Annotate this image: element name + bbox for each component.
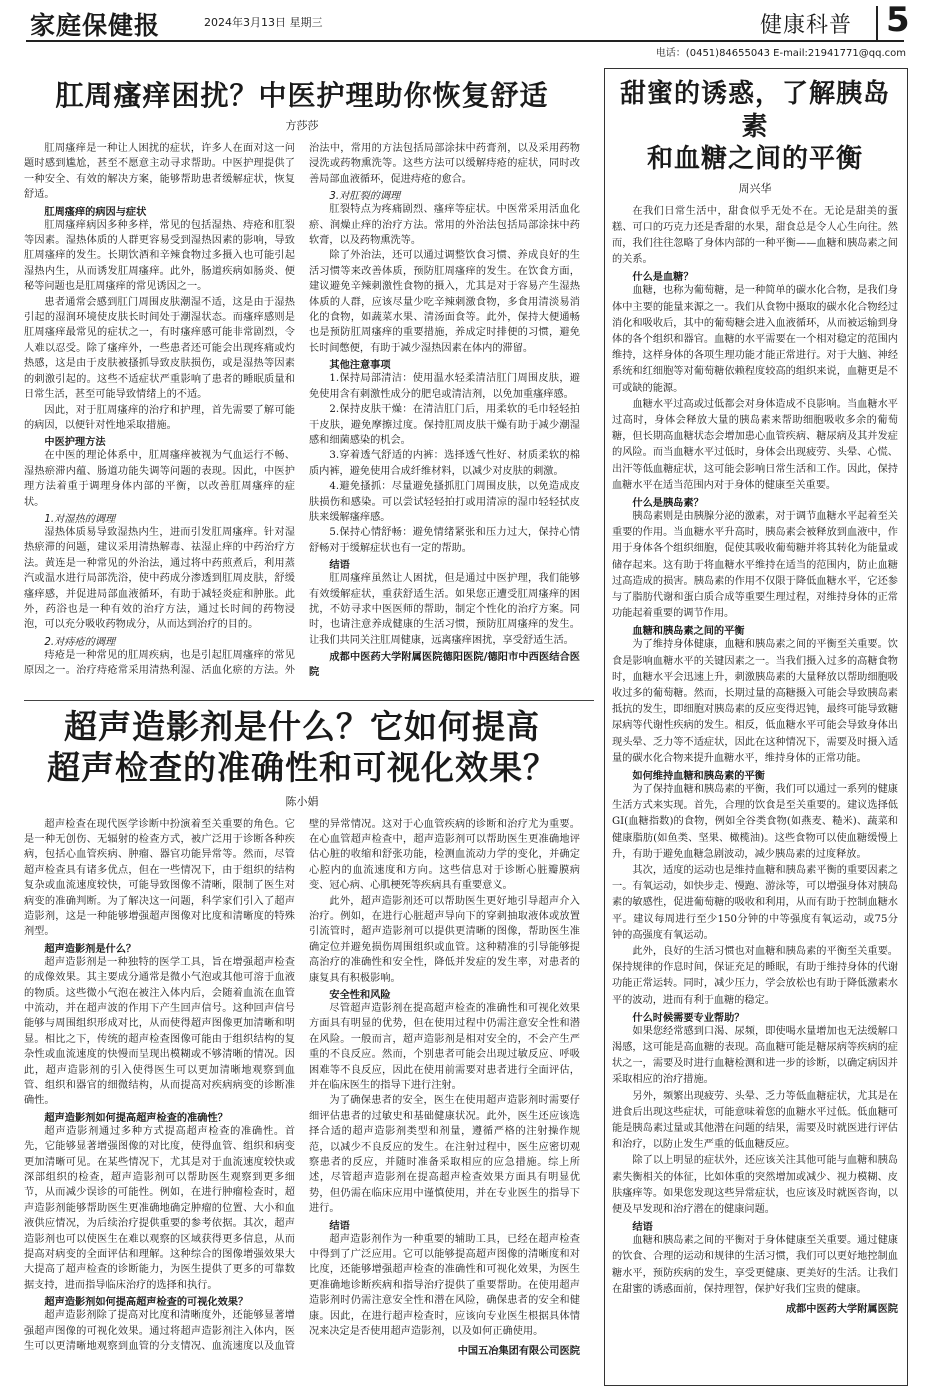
paragraph: 超声造影剂作为一种重要的辅助工具，已经在超声检查中得到了广泛应用。它可以能够提高超声图像的清晰度和对比度，还能够增强超声检查的准确性和可视化效果，为医生更准确地诊断疾病和指导治疗提供了重要帮助。在使用超声造影剂时仍需注意安全性和潜在风险，确保患者的安全和健康。因此，在进行超声检查时，应该向专业医生根据具体情况来决定是否使用超声造影剂，以及如何正确使用。 bbox=[309, 1233, 580, 1338]
paragraph: 肛周瘙痒病因多种多样，常见的包括湿热、痔疮和肛裂等因素。湿热体质的人群更容易受到湿热因素的影响，导致肛周瘙痒的发生。长期饮酒和辛辣食物过多摄入也可能引起湿热内生，从而诱发肛周瘙痒。此外，肠道疾病如肠炎、便秘等问题也是肛周瘙痒的常见诱因之一。 bbox=[24, 219, 295, 293]
subheading: 3.对肛裂的调理 bbox=[329, 191, 401, 203]
paragraph: 5.保持心情舒畅：避免情绪紧张和压力过大，保持心情舒畅对于缓解症状也有一定的帮助。 bbox=[309, 527, 580, 554]
article-anal-itching bbox=[24, 78, 580, 698]
paragraph: 2.保持皮肤干燥：在清洁肛门后，用柔软的毛巾轻轻拍干皮肤，避免摩擦过度。保持肛周皮肤干燥有助于减少潮湿感和细菌感染的机会。 bbox=[309, 404, 580, 446]
paragraph: 为了保持血糖和胰岛素的平衡，我们可以通过一系列的健康生活方式来实现。首先，合理的饮食是至关重要的。建议选择低GI(血糖指数)的食物，例如全谷类食物(如燕麦、糙米)、蔬菜和健康脂肪(如鱼类、坚果、橄榄油)。这些食物可以使血糖缓慢上升，有助于避免血糖急剧波动，减少胰岛素的过度释放。 bbox=[612, 784, 898, 860]
paragraph: 超声造影剂通过多种方式提高超声检查的准确性。首先，它能够显著增强图像的对比度，使得血管、组织和病变更加清晰可见。在某些情况下，尤其是对于血流速度较快或深部组织的检查，超声造影剂可以帮助医生观察到更多细节，从而减少误诊的可能性。例如，在进行肿瘤检查时，超声造影剂能够帮助医生更准确地确定肿瘤的位置、大小和血液供应情况，为后续治疗提供重要的参考依据。其次，超声造影剂也可以使医生在难以观察的区域获得更多信息，从而提高对病变的全面评估和理解。这种综合的图像增强效果大大提高了超声检查的诊断能力，为医生提供了更多的可靠数据支持，进而指导临床治疗的选择和执行。 bbox=[24, 1125, 295, 1291]
article-title-line2: 超声检查的准确性和可视化效果？ bbox=[47, 748, 557, 788]
subheading: 安全性和风险 bbox=[329, 989, 391, 1001]
paragraph: 此外，良好的生活习惯也对血糖和胰岛素的平衡至关重要。保持规律的作息时间，保证充足的睡眠，有助于维持身体的代谢功能正常运转。同时，减少压力，学会放松也有助于降低激素水平的波动，进而有利于血糖的稳定。 bbox=[612, 946, 898, 1006]
subheading: 1.对湿热的调理 bbox=[44, 513, 116, 525]
subheading: 超声造影剂如何提高超声检查的可视化效果？ bbox=[44, 1297, 249, 1309]
section-divider bbox=[24, 700, 594, 701]
paragraph: 血糖，也称为葡萄糖，是一种简单的碳水化合物，是我们身体中主要的能量来源之一。我们从食物中摄取的碳水化合物经过消化和吸收后，其中的葡萄糖会进入血液循环，从而被运输到身体的各个组织和器官。血糖的水平需要在一个相对稳定的范围内维持，这样身体的各项生理功能才能正常进行。对于大脑、神经系统和红细胞等对葡萄糖依赖程度较高的组织来说，血糖更是不可或缺的能源。 bbox=[612, 285, 898, 394]
paper-name: 家庭保健报 bbox=[30, 11, 161, 40]
article-title-line1: 甜蜜的诱惑，了解胰岛素 bbox=[619, 79, 890, 142]
article-insulin-blood-sugar bbox=[612, 78, 898, 1378]
paragraph: 3.穿着透气舒适的内裤：选择透气性好、材质柔软的棉质内裤，避免使用合成纤维材料，以减少对皮肤的刺激。 bbox=[309, 450, 580, 477]
masthead bbox=[0, 0, 930, 59]
article-title-line1: 超声造影剂是什么？它如何提高 bbox=[64, 707, 540, 746]
subheading: 结语 bbox=[329, 560, 350, 572]
subheading: 超声造影剂是什么？ bbox=[44, 943, 137, 955]
paragraph: 超声造影剂是一种独特的医学工具，旨在增强超声检查的成像效果。其主要成分通常是微小气泡或其他可溶于血液的物质。这些微小气泡在被注入体内后，会随着血流在血管中流动，并在超声波的作用下产生回声信号。这种回声信号能够与周围组织形成对比，从而使得超声图像更加清晰和明显。相比之下，传统的超声检查图像可能由于组织结构的复杂性或血流速度的快慢而呈现出模糊或不够清晰的情况。因此，超声造影剂的引入使得医生可以更加清晰地观察到血管、组织和器官的细微结构，从而提高对疾病病变的诊断准确性。 bbox=[24, 956, 295, 1107]
article-title: 肛周瘙痒困扰？中医护理助你恢复舒适 bbox=[55, 79, 549, 112]
paragraph: 因此，对于肛周瘙痒的治疗和护理，首先需要了解可能的病因，以便针对性地采取措施。 bbox=[24, 404, 295, 431]
subheading: 其他注意事项 bbox=[329, 360, 391, 372]
paragraph: 肛周瘙痒虽然让人困扰，但是通过中医护理，我们能够有效缓解症状，重获舒适生活。如果您正遭受肛周瘙痒的困扰，不妨寻求中医医师的帮助，制定个性化的治疗方案。同时，也请注意养成健康的生活习惯，预防肛周瘙痒的发生。让我们共同关注肛周健康，远离瘙痒困扰，享受舒适生活。 bbox=[309, 573, 580, 646]
issue-date: 2024年3月13日 星期三 bbox=[204, 16, 323, 29]
subheading: 什么是胰岛素？ bbox=[632, 497, 704, 509]
paragraph: 在我们日常生活中，甜食似乎无处不在。无论是甜美的蛋糕、可口的巧克力还是香甜的水果，甜食总是令人心生向往。然而，我们往往忽略了身体内部的一种平衡——血糖和胰岛素之间的关系。 bbox=[612, 205, 898, 266]
paragraph: 血糖和胰岛素之间的平衡对于身体健康至关重要。通过健康的饮食、合理的运动和规律的生活习惯，我们可以更好地控制血糖水平，预防疾病的发生，享受更健康、更美好的生活。让我们在甜蜜的诱惑面前，保持理智，保护好我们宝贵的健康。 bbox=[612, 1235, 898, 1295]
page-number: 5 bbox=[886, 0, 910, 40]
article-body bbox=[612, 204, 898, 1316]
paragraph: 1.保持局部清洁：使用温水轻柔清洁肛门周围皮肤，避免使用含有刺激性成分的肥皂或清洁剂，以免加重瘙痒感。 bbox=[309, 373, 580, 400]
masthead-divider bbox=[876, 6, 878, 40]
paragraph: 肛周瘙痒是一种让人困扰的症状，许多人在面对这一问题时感到尴尬，甚至不愿意主动寻求帮助。中医护理提供了一种安全、有效的解决方案，能够帮助患者缓解症状，恢复舒适。 bbox=[24, 143, 295, 201]
paragraph: 超声检查在现代医学诊断中扮演着至关重要的角色。它是一种无创伤、无辐射的检查方式，被广泛用于诊断各种疾病，包括心血管疾病、肿瘤、器官功能异常等。然而，尽管超声检查具有诸多优点，但在一些情况下，由于组织的结构复杂或血流速度较快，可能导致图像不清晰，限制了医生对病变的准确判断。为了解决这一问题，科学家们引入了超声造影剂，这是一种能够增强超声图像对比度和清晰度的特殊剂型。 bbox=[24, 818, 295, 938]
article-author: 陈小娟 bbox=[285, 794, 319, 808]
paragraph: 为了确保患者的安全，医生在使用超声造影剂时需要仔细评估患者的过敏史和基础健康状况。此外，医生还应该选择合适的超声造影剂类型和剂量，遵循严格的注射操作规范，以减少不良反应的发生。在注射过程中，医生应密切观察患者的反应，并随时准备采取相应的应急措施。综上所述，尽管超声造影剂在提高超声检查效果方面具有明显优势，但仍需在临床应用中谨慎使用，并在专业医生的指导下进行。 bbox=[309, 1095, 580, 1215]
affiliation: 成都中医药大学附属医院德阳医院/德阳市中西医结合医院 bbox=[309, 652, 580, 679]
paragraph: 其次，适度的运动也是维持血糖和胰岛素平衡的重要因素之一。有氧运动，如快步走、慢跑、游泳等，可以增强身体对胰岛素的敏感性，促进葡萄糖的吸收和利用，从而有助于控制血糖水平。建议每周进行至少150分钟的中等强度有氧运动，或75分钟的高强度有氧运动。 bbox=[612, 865, 898, 941]
paragraph: 肛裂特点为疼痛剧烈、瘙痒等症状。中医常采用活血化瘀、润燥止痒的治疗方法。常用的外治法包括局部涂抹中药软膏，以及药物熏洗等。 bbox=[309, 204, 580, 247]
paragraph: 在中医的理论体系中，肛周瘙痒被视为气血运行不畅、湿热瘀滞内蕴、肠道功能失调等问题的表现。因此，中医护理方法着重于调理身体内部的平衡，以改善肛周瘙痒的症状。 bbox=[24, 450, 295, 508]
subheading: 肛周瘙痒的病因与症状 bbox=[44, 206, 147, 218]
paragraph: 为了维持身体健康，血糖和胰岛素之间的平衡至关重要。饮食是影响血糖水平的关键因素之一。当我们摄入过多的高糖食物时，血糖水平会迅速上升，刺激胰岛素的大量释放以帮助细胞吸收过多的葡萄糖。然而，长期过量的高糖摄入可能会导致胰岛素抵抗的发生，即细胞对胰岛素的反应变得迟钝，最终可能导致糖尿病等代谢性疾病的发生。相反，低血糖水平可能会导致身体出现头晕、乏力等不适症状，因此在这种情况下，需要及时摄入适量的碳水化合物来提升血糖水平，维持身体的正常功能。 bbox=[612, 639, 898, 764]
paragraph: 超声造影剂除了提高对比度和清晰度外，还能够显著增强超声图像的可视化效果。通过将超声造影剂注入体内，医生可以更清晰地观察到血管的分支情况、血流速度以及血管壁的异常情况。这对于心血管疾病的诊断和治疗尤为重要。在心血管超声检查中，超声造影剂可以帮助医生更准确地评估心脏的收缩和舒张功能，检测血流动力学的变化，并确定心腔内的血流速度和方向。这些信息对于诊断心脏瓣膜病变、冠心病、心肌梗死等疾病具有重要意义。 bbox=[24, 818, 580, 1353]
masthead-rule bbox=[26, 40, 904, 42]
paragraph: 此外，超声造影剂还可以帮助医生更好地引导超声介入治疗。例如，在进行心脏超声导向下的穿刺抽取液体或放置引流管时，超声造影剂可以提供更清晰的图像，帮助医生准确定位并避免损伤周围组织或血管。这种精准的引导能够提高治疗的准确性和安全性，降低并发症的发生率，对患者的康复具有积极影响。 bbox=[309, 895, 580, 984]
contact-info: 电话：(0451)84655043 E-mail:21941771@qq.com bbox=[655, 48, 906, 59]
subheading: 什么时候需要专业帮助？ bbox=[632, 1012, 745, 1024]
affiliation: 中国五冶集团有限公司医院 bbox=[457, 1345, 580, 1357]
subheading: 血糖和胰岛素之间的平衡 bbox=[632, 626, 745, 638]
subheading: 结语 bbox=[329, 1220, 350, 1232]
subheading: 结语 bbox=[632, 1222, 653, 1234]
article-title-line2: 和血糖之间的平衡 bbox=[646, 144, 863, 174]
subheading: 什么是血糖？ bbox=[632, 272, 694, 284]
section-name: 健康科普 bbox=[760, 13, 853, 38]
paragraph: 血糖水平过高或过低都会对身体造成不良影响。当血糖水平过高时，身体会释放大量的胰岛素来帮助细胞吸收多余的葡萄糖，但长期高血糖状态会增加患心血管疾病、糖尿病及其并发症的风险。而当血糖水平过低时，身体会出现疲劳、头晕、心慌、出汗等低血糖症状，这可能会影响日常生活和工作。因此，保持血糖水平在适当范围内对于身体的健康至关重要。 bbox=[612, 398, 898, 491]
subheading: 2.对痔疮的调理 bbox=[44, 636, 116, 648]
article-author: 周兴华 bbox=[738, 181, 772, 195]
article-body bbox=[24, 817, 580, 1357]
affiliation: 成都中医药大学附属医院 bbox=[785, 1304, 898, 1316]
subheading: 中医护理方法 bbox=[44, 437, 106, 449]
paragraph: 尽管超声造影剂在提高超声检查的准确性和可视化效果方面具有明显的优势，但在使用过程中仍需注意安全性和潜在风险。一般而言，超声造影剂是相对安全的，不会产生严重的不良反应。然而，个别患者可能会出现过敏反应、呼吸困难等不良反应，因此在使用前需要对患者进行全面评估，并在临床医生的指导下进行注射。 bbox=[309, 1002, 580, 1091]
article-author: 方莎莎 bbox=[285, 119, 319, 132]
paragraph: 除了以上明显的症状外，还应该关注其他可能与血糖和胰岛素失衡相关的体征，比如体重的突然增加或减少、视力模糊、皮肤瘙痒等。如果您发现这些异常症状，也应该及时就医咨询，以便及早发现和治疗潜在的健康问题。 bbox=[612, 1155, 898, 1216]
paragraph: 胰岛素则是由胰腺分泌的激素，对于调节血糖水平起着至关重要的作用。当血糖水平升高时，胰岛素会被释放到血液中，作用于身体各个组织细胞，促使其吸收葡萄糖并将其转化为能量或储存起来。这有助于将血糖水平维持在适当的范围内，防止血糖过高造成的损害。胰岛素的作用不仅限于降低血糖水平，它还参与了脂肪代谢和蛋白质合成等重要生理过程，对维持身体的正常功能起着重要的调节作用。 bbox=[612, 510, 898, 620]
paragraph: 痔疮是一种常见的肛周疾病，也是引起肛周瘙痒的常见原因之一。治疗痔疮常采用清热利湿、活血化瘀的方法。外治法中，常用的方法包括局部涂抹中药膏剂，以及采用药物浸洗或药物熏洗等。这些方法可以缓解痔疮的症状，同时改善局部血液循环，促进痔疮的愈合。 bbox=[24, 143, 580, 677]
paragraph: 另外，频繁出现疲劳、头晕、乏力等低血糖症状，尤其是在进食后出现这些症状，可能意味着您的血糖水平过低。低血糖可能是胰岛素过量或其他潜在问题的结果，需要及时就医进行评估和治疗，以防止发生严重的低血糖反应。 bbox=[612, 1090, 898, 1151]
paragraph: 患者通常会感到肛门周围皮肤潮湿不适，这是由于湿热引起的湿润环境使皮肤长时间处于潮湿状态。而瘙痒感则是肛周瘙痒最常见的症状之一，有时瘙痒感可能非常剧烈，令人难以忍受。除了瘙痒外，一些患者还可能会出现疼痛或灼热感，这是由于皮肤被搔抓导致皮肤损伤，或是湿热等因素的刺激引起的。这些不适症状严重影响了患者的睡眠质量和日常生活，甚至可能导致情绪上的不适。 bbox=[24, 296, 295, 401]
paragraph: 4.避免搔抓：尽量避免搔抓肛门周围皮肤，以免造成皮肤损伤和感染。可以尝试轻轻拍打或用清凉的湿巾轻轻拭皮肤来缓解瘙痒感。 bbox=[309, 481, 580, 523]
article-ultrasound-contrast bbox=[24, 706, 580, 1386]
paragraph: 如果您经常感到口渴、尿频，即使喝水量增加也无法缓解口渴感，这可能是高血糖的表现。高血糖可能是糖尿病等疾病的症状之一，需要及时进行血糖检测和进一步的诊断，以确定病因并采取相应的治疗措施。 bbox=[612, 1025, 898, 1086]
paragraph: 除了外治法，还可以通过调整饮食习惯、养成良好的生活习惯等来改善体质，预防肛周瘙痒的发生。在饮食方面，建议避免辛辣刺激性食物的摄入，尤其是对于容易产生湿热体质的人群，应该尽量少吃辛辣刺激食物，多食用清淡易消化的食物，如蔬菜水果、清汤面食等。此外，保持大便通畅也是预防肛周瘙痒的重要措施，养成定时排便的习惯，避免长时间憋便，有助于减少湿热因素在体内的滞留。 bbox=[309, 250, 580, 354]
subheading: 如何维持血糖和胰岛素的平衡 bbox=[632, 771, 765, 782]
article-body bbox=[24, 141, 580, 679]
subheading: 超声造影剂如何提高超声检查的准确性？ bbox=[44, 1112, 228, 1124]
paragraph: 湿热体质易导致湿热内生，进而引发肛周瘙痒。针对湿热瘀滞的问题，建议采用清热解毒、祛湿止痒的中药治疗方法。黄连是一种常见的外治法，通过将中药煎煮后，利用蒸汽或温水进行局部洗浴，使中药成分渗透到肛周皮肤，舒缓瘙痒感，并促进局部血液循环，有助于减轻炎症和肿胀。此外，药浴也是一种有效的治疗方法，通过长时间的药物浸泡，可以充分吸收药物成分，从而达到治疗的目的。 bbox=[24, 526, 295, 631]
